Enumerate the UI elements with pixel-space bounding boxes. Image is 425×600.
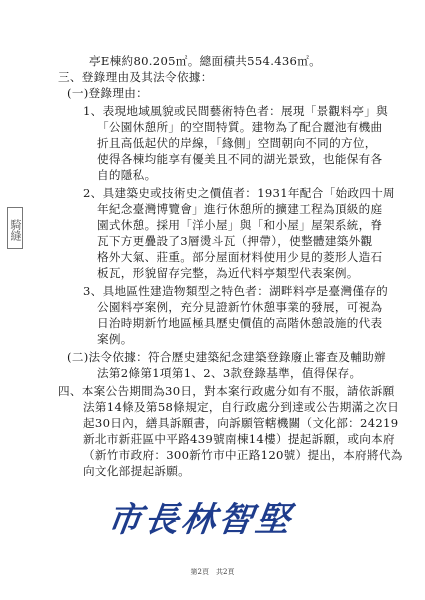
reason-3-line-3: 日治時期新竹地區極具歷史價值的高階休憩設施的代表 <box>97 316 383 330</box>
reason-2-line-3: 園式休憩。採用「洋小屋」與「和小屋」屋架系統，脊 <box>97 218 383 232</box>
side-seal-stamp: 騎縫 <box>7 207 23 249</box>
subsection-reason-heading: (一)登錄理由： <box>67 86 149 100</box>
reason-1-line-2: 「公園休憩所」的空間特質。建物為了配合麗池有機曲 <box>97 120 383 134</box>
section-four-line-5: （新竹市政府：300新竹市中正路120號）提出，本府將代為 <box>83 448 403 462</box>
reason-3-line-1: 3、具地區性建造物類型之特色者：湖畔料亭是臺灣僅存的 <box>83 284 389 298</box>
legal-basis-line-1: (二)法令依據：符合歷史建築紀念建築登錄廢止審查及輔助辦 <box>67 350 386 364</box>
reason-1-line-3: 折且高低起伏的岸線，「緣側」空間朝向不同的方位， <box>97 136 377 150</box>
section-four-line-1: 四、本案公告期間為30日，對本案行政處分如有不服，請依訴願 <box>58 384 395 398</box>
section-four-line-2: 法第14條及第58條規定，自行政處分到達或公告期滿之次日 <box>83 400 400 414</box>
page-footer: 第2頁 共2頁 <box>190 568 235 576</box>
section-three-heading: 三、登錄理由及其法令依據： <box>58 70 213 84</box>
legal-basis-line-2: 法第2條第1項第1、2、3款登錄基準，值得保存。 <box>97 366 362 380</box>
reason-2-line-4: 瓦下方更疊設了3層燙斗瓦（押帶），使整體建築外觀 <box>97 234 373 248</box>
section-four-line-3: 起30日內，繕具訴願書，向訴願管轄機關（文化部：24219 <box>83 416 399 430</box>
reason-1-line-1: 1、表現地域風貌或民間藝術特色者：展現「景觀料亭」與 <box>83 104 389 118</box>
reason-2-line-2: 年紀念臺灣博覽會」進行休憩所的擴建工程為頂級的庭 <box>97 202 383 216</box>
section-four-line-6: 向文化部提起訴願。 <box>83 464 191 478</box>
reason-2-line-6: 板瓦，形貌留存完整，為近代料亭類型代表案例。 <box>97 266 359 280</box>
reason-1-line-5: 自的隱私。 <box>97 168 157 182</box>
reason-2-line-1: 2、具建築史或技術史之價值者：1931年配合「始政四十周 <box>83 186 395 200</box>
section-four-line-4: 新北市新莊區中平路439號南棟14樓）提起訴願，或向本府 <box>83 432 395 446</box>
reason-3-line-2: 公園料亭案例，充分見證新竹休憩事業的發展，可視為 <box>97 300 383 314</box>
text-line-1: 亭E棟約80.205㎡。總面積共554.436㎡。 <box>89 54 322 68</box>
mayor-signature: 市長林智堅 <box>104 500 296 540</box>
reason-2-line-5: 格外大氣、莊重。部分屋面材料使用少見的菱形人造石 <box>97 250 383 264</box>
reason-1-line-4: 使得各棟均能享有優美且不同的湖光景致，也能保有各 <box>97 152 383 166</box>
reason-3-line-4: 案例。 <box>97 332 133 346</box>
